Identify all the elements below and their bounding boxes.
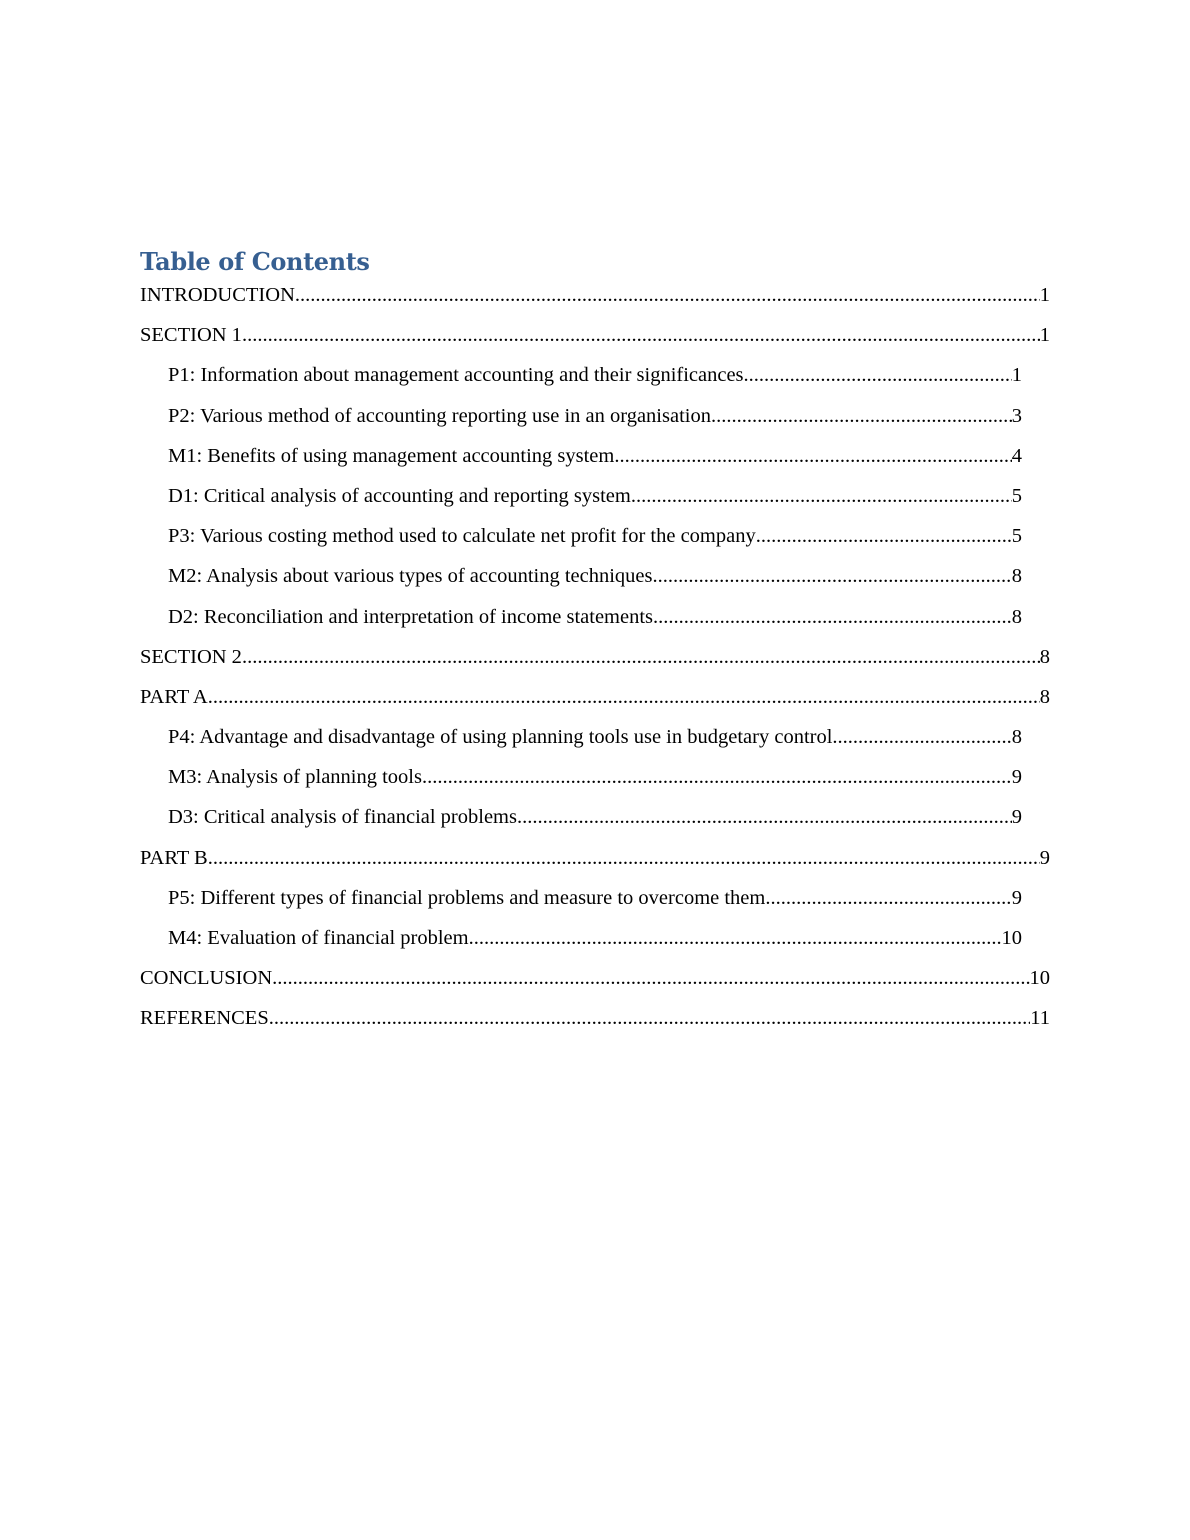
toc-dot-leader <box>517 803 1012 831</box>
toc-entry-text: M4: Evaluation of financial problem <box>168 927 469 949</box>
toc-entry-m3[interactable] <box>168 763 1022 803</box>
toc-page-number: 1 <box>1011 364 1022 387</box>
toc-entry-p4[interactable] <box>168 723 1022 763</box>
toc-dot-leader <box>269 1004 1031 1032</box>
toc-page-number: 4 <box>1011 444 1022 467</box>
toc-page-number: 11 <box>1030 1007 1050 1030</box>
toc-page-number: 5 <box>1011 525 1022 548</box>
toc-page-number: 1 <box>1039 284 1050 306</box>
toc-entry-p1[interactable] <box>168 361 1022 401</box>
toc-page-number: 9 <box>1011 806 1022 829</box>
toc-entry-text: M1: Benefits of using management accounting system <box>168 444 615 467</box>
toc-entry-d1[interactable] <box>168 482 1022 522</box>
toc-page-number: 8 <box>1039 685 1050 708</box>
toc-title: Table of Contents <box>140 247 370 276</box>
toc-entry-p3[interactable] <box>168 522 1022 562</box>
toc-entry-d2[interactable] <box>168 603 1022 643</box>
toc-entry-text: D2: Reconciliation and interpretation of income statements <box>168 605 654 628</box>
toc-dot-leader <box>653 603 1012 631</box>
toc-entry-conclusion[interactable] <box>140 964 1050 1004</box>
toc-entry-text: P3: Various costing method used to calculate net profit for the company <box>168 525 756 548</box>
toc-entry-section-1[interactable] <box>140 321 1050 361</box>
toc-entry-text: M3: Analysis of planning tools <box>168 766 422 789</box>
toc-entry-text: SECTION 1 <box>140 324 242 347</box>
table-of-contents <box>0 281 1190 1045</box>
toc-entry-text: P5: Different types of financial problems and measure to overcome them <box>168 886 766 909</box>
toc-entry-text: CONCLUSION <box>140 967 273 990</box>
toc-entry-text: P4: Advantage and disadvantage of using planning tools use in budgetary control <box>168 726 833 749</box>
toc-page-number: 1 <box>1039 324 1050 347</box>
toc-entry-text: P2: Various method of accounting reporting use in an organisation <box>168 404 711 427</box>
toc-page-number: 8 <box>1011 605 1022 628</box>
toc-page-number: 8 <box>1039 645 1050 668</box>
toc-entry-text: D1: Critical analysis of accounting and reporting system <box>168 484 631 507</box>
toc-dot-leader <box>765 884 1011 912</box>
toc-dot-leader <box>653 562 1012 590</box>
toc-dot-leader <box>469 924 1002 952</box>
toc-entry-text: P1: Information about management accounting and their significances <box>168 364 744 387</box>
toc-dot-leader <box>242 643 1040 671</box>
toc-entry-p5[interactable] <box>168 884 1022 924</box>
toc-dot-leader <box>711 402 1012 430</box>
toc-entry-text: PART A <box>140 685 208 708</box>
toc-page-number: 3 <box>1011 404 1022 427</box>
toc-dot-leader <box>631 482 1012 510</box>
toc-entry-section-2[interactable] <box>140 643 1050 683</box>
toc-entry-text: INTRODUCTION <box>140 284 295 306</box>
toc-dot-leader <box>614 442 1011 470</box>
toc-entry-part-b[interactable] <box>140 844 1050 884</box>
toc-entry-m4[interactable] <box>168 924 1022 964</box>
toc-page-number: 5 <box>1011 484 1022 507</box>
toc-entry-m2[interactable] <box>168 562 1022 602</box>
toc-dot-leader <box>242 321 1040 349</box>
toc-entry-text: D3: Critical analysis of financial problems <box>168 806 517 829</box>
toc-dot-leader <box>208 683 1040 711</box>
toc-entry-references[interactable] <box>140 1004 1050 1044</box>
toc-entry-p2[interactable] <box>168 402 1022 442</box>
toc-page-number: 9 <box>1039 846 1050 869</box>
toc-dot-leader <box>832 723 1011 751</box>
toc-dot-leader <box>295 281 1040 309</box>
toc-dot-leader <box>208 844 1040 872</box>
toc-entry-text: SECTION 2 <box>140 645 242 668</box>
toc-page-number: 8 <box>1011 565 1022 588</box>
toc-entry-text: REFERENCES <box>140 1007 269 1030</box>
toc-entry-text: PART B <box>140 846 208 869</box>
toc-page-number: 9 <box>1011 886 1022 909</box>
toc-entry-m1[interactable] <box>168 442 1022 482</box>
toc-entry-text: M2: Analysis about various types of accounting techniques <box>168 565 653 588</box>
toc-dot-leader <box>744 361 1012 389</box>
toc-page-number: 10 <box>1001 927 1022 949</box>
toc-entry-d3[interactable] <box>168 803 1022 843</box>
toc-dot-leader <box>272 964 1029 992</box>
toc-entry-introduction[interactable] <box>140 281 1050 321</box>
toc-page-number: 9 <box>1011 766 1022 789</box>
toc-page-number: 8 <box>1011 726 1022 749</box>
toc-dot-leader <box>756 522 1012 550</box>
toc-entry-part-a[interactable] <box>140 683 1050 723</box>
toc-page-number: 10 <box>1029 967 1050 990</box>
toc-dot-leader <box>422 763 1012 791</box>
